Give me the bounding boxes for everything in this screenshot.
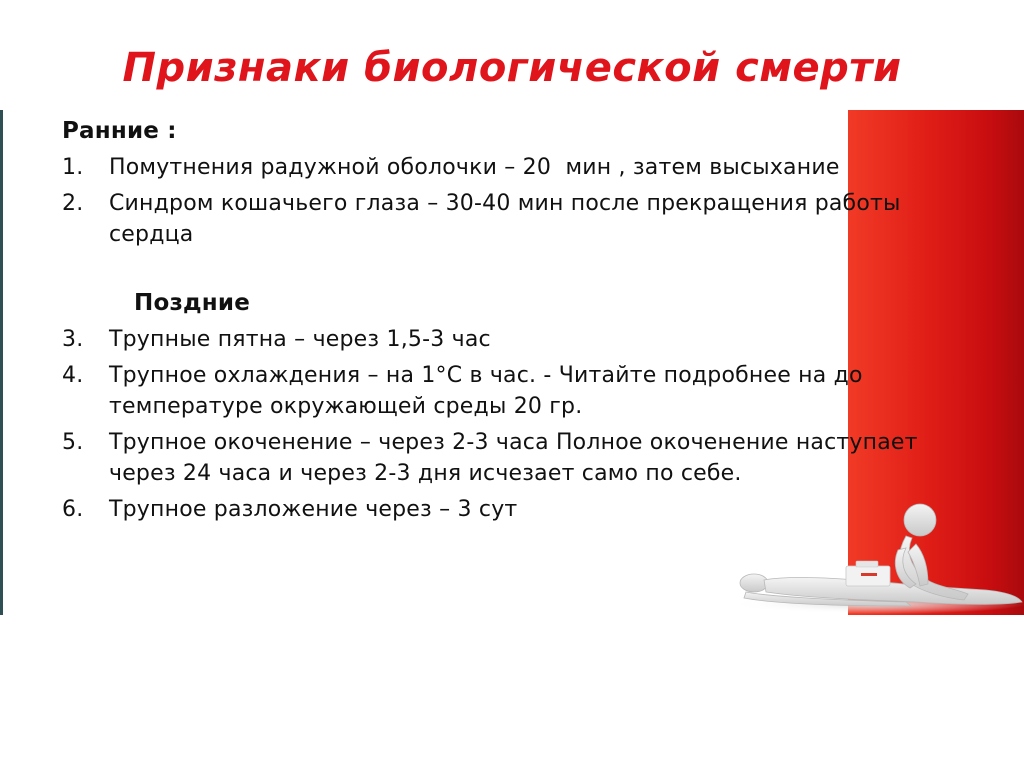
item-number: 1. xyxy=(62,155,84,180)
left-accent-rule xyxy=(0,110,3,615)
cpr-figures-illustration xyxy=(706,500,1024,618)
item-number: 3. xyxy=(62,327,84,352)
list-item xyxy=(62,360,962,422)
late-signs-heading: Поздние xyxy=(134,290,250,316)
first-aid-kit-icon xyxy=(846,561,890,586)
item-text: Помутнения радужной оболочки – 20 мин , затем высыхание xyxy=(109,155,840,180)
list-item xyxy=(62,188,962,250)
list-item xyxy=(62,152,962,183)
item-text: Трупные пятна – через 1,5-3 час xyxy=(109,327,491,352)
item-number: 5. xyxy=(62,430,84,455)
slide-title: Признаки биологической смерти xyxy=(122,45,902,91)
item-number: 6. xyxy=(62,497,84,522)
item-text: Трупное охлаждения – на 1°С в час. - Читайте подробнее на до температуре окружающей среды 20 гр. xyxy=(109,363,870,419)
content-body xyxy=(62,110,962,530)
item-text: Синдром кошачьего глаза – 30-40 мин после прекращения работы сердца xyxy=(109,191,908,247)
item-number: 2. xyxy=(62,191,84,216)
item-text: Трупное окоченение – через 2-3 часа Полное окоченение наступает через 24 часа и через 2-3 дня исчезает само по себе. xyxy=(109,430,925,486)
kneeling-rescuer-figure xyxy=(895,504,968,600)
list-item xyxy=(62,324,962,355)
early-signs-heading: Ранние : xyxy=(62,118,177,144)
item-number: 4. xyxy=(62,363,84,388)
list-item xyxy=(62,427,962,489)
item-text: Трупное разложение через – 3 сут xyxy=(109,497,518,522)
